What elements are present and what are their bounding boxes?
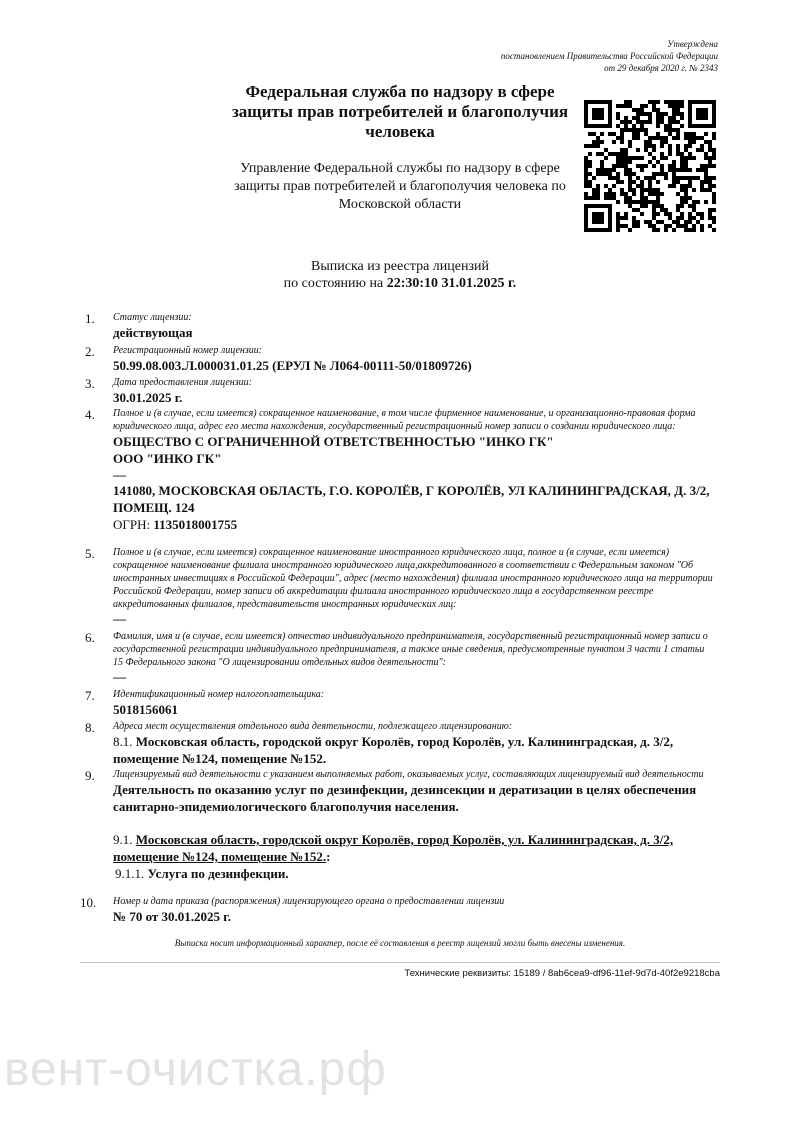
issuing-department: Управление Федеральной службы по надзору в сфере защиты прав потребителей и благополучия человека по Московской области	[234, 161, 566, 212]
order-value: № 70 от 30.01.2025 г.	[113, 909, 231, 924]
item-number: 1.	[85, 311, 95, 326]
item-number: 7.	[85, 688, 95, 703]
item-foreign-entity	[85, 546, 715, 626]
ogrn-label: ОГРН:	[113, 517, 151, 532]
legal-entity-address: 141080, МОСКОВСКАЯ ОБЛАСТЬ, Г.О. КОРОЛЁВ, Г КОРОЛЁВ, УЛ КАЛИНИНГРАДСКАЯ, Д. 3/2, ПОМЕЩ. 124	[113, 483, 710, 515]
technical-details: Технические реквизиты: 15189 / 8ab6cea9-df96-11ef-9d7d-40f2e9218cba	[404, 968, 720, 979]
item-label: Номер и дата приказа (распоряжения) лицензирующего органа о предоставлении лицензии	[113, 896, 505, 907]
item-number: 2.	[85, 344, 95, 359]
item-number: 4.	[85, 407, 95, 422]
sub-item-number: 9.1.	[113, 832, 133, 847]
foreign-entity-value: —	[113, 611, 126, 626]
registration-number-value: 50.99.08.003.Л.000031.01.25 (ЕРУЛ № Л064-00111-50/01809726)	[113, 358, 472, 373]
item-number: 8.	[85, 720, 95, 735]
approval-line-3: от 29 декабря 2020 г. № 2343	[604, 63, 718, 73]
item-label: Дата предоставления лицензии:	[113, 377, 252, 388]
empty-value-dash: —	[113, 467, 126, 482]
footer-divider	[80, 962, 720, 963]
activity-location-value: Московская область, городской округ Королёв, город Королёв, ул. Калининградская, д. 3/2, помещение №124, помещение №152.	[113, 832, 674, 864]
activity-location-1	[113, 831, 715, 865]
item-legal-entity	[85, 407, 715, 533]
activity-address-value: Московская область, городской округ Королёв, город Королёв, ул. Калининградская, д. 3/2, помещение №124, помещение №152.	[113, 734, 674, 766]
extract-date-line	[200, 275, 600, 292]
service-1	[115, 865, 715, 882]
item-number: 10.	[80, 895, 97, 910]
service-value: Услуга по дезинфекции.	[147, 866, 289, 881]
extract-heading	[200, 258, 600, 292]
legal-entity-full-name: ОБЩЕСТВО С ОГРАНИЧЕННОЙ ОТВЕТСТВЕННОСТЬЮ "ИНКО ГК"	[113, 434, 554, 449]
item-number: 3.	[85, 376, 95, 391]
item-number: 6.	[85, 630, 95, 645]
item-license-status	[85, 311, 715, 341]
item-label: Фамилия, имя и (в случае, если имеется) отчество индивидуального предпринимателя, государственный регистрационный номер записи о государственной регистрации индивидуального предпринимателя, а также иные сведения, предусмотренные пунктом 3 части 1 статьи 15 Федерального закона "О лицензировании отдельных видов деятельности":	[113, 631, 708, 668]
item-registration-number	[85, 344, 715, 374]
license-status-value: действующая	[113, 325, 193, 340]
item-label: Идентификационный номер налогоплательщика:	[113, 689, 325, 700]
ogrn-value: 1135018001755	[153, 517, 238, 532]
sub-item-number: 8.1.	[113, 734, 133, 749]
extract-datetime: 22:30:10 31.01.2025 г.	[386, 276, 517, 291]
item-label: Полное и (в случае, если имеется) сокращенное наименование, в том числе фирменное наименование, и организационно-правовая форма юридического лица, адрес его места нахождения, государственный регистрационный номер записи о создании юридического лица:	[113, 408, 696, 432]
watermark: вент-очистка.рф	[4, 1043, 387, 1096]
inn-value: 5018156061	[113, 702, 178, 717]
approval-line-2: постановлением Правительства Российской Федерации	[500, 51, 718, 61]
item-number: 5.	[85, 546, 95, 561]
item-number: 9.	[85, 768, 95, 783]
item-individual-entrepreneur	[85, 630, 715, 684]
licensed-activity-value: Деятельность по оказанию услуг по дезинфекции, дезинсекции и дератизации в целях обеспечения санитарно-эпидемиологического благополучия населения.	[113, 782, 697, 814]
approval-line-1: Утверждена	[667, 39, 718, 49]
item-order	[80, 895, 715, 925]
issue-date-value: 30.01.2025 г.	[113, 390, 183, 405]
disclaimer: Выписка носит информационный характер, после её составления в реестр лицензий могли быть внесены изменения.	[174, 938, 626, 948]
item-label: Адреса мест осуществления отдельного вида деятельности, подлежащего лицензированию:	[113, 721, 513, 732]
extract-date-prefix: по состоянию на	[283, 276, 384, 291]
item-label: Регистрационный номер лицензии:	[113, 345, 263, 356]
item-label: Полное и (в случае, если имеется) сокращенное наименование иностранного юридического лица, полное и (в случае, если имеется) сокращенное наименование филиала иностранного юридического лица,аккредитованного в соответствии с Федеральным законом "Об иностранных инвестициях в Российской Федерации", адрес (место нахождения) филиала иностранного юридического лица на территории Российской Федерации, номер записи об аккредитации филиала иностранного юридического лица в государственном реестре аккредитованных филиалов, представительств иностранных юридических лиц:	[113, 547, 713, 610]
sub-sub-item-number: 9.1.1.	[115, 866, 145, 881]
item-label: Статус лицензии:	[113, 312, 192, 323]
extract-title: Выписка из реестра лицензий	[311, 259, 489, 274]
activity-address-1	[113, 733, 715, 767]
item-label: Лицензируемый вид деятельности с указанием выполняемых работ, оказываемых услуг, составляющих лицензируемый вид деятельности	[113, 769, 704, 780]
item-activity-addresses	[85, 720, 715, 767]
qr-code	[584, 100, 716, 232]
activity-location-suffix: :	[326, 849, 331, 864]
ogrn-line	[113, 516, 715, 533]
item-licensed-activity	[85, 768, 715, 882]
approval-note	[388, 38, 718, 74]
item-issue-date	[85, 376, 715, 406]
legal-entity-short-name: ООО "ИНКО ГК"	[113, 451, 222, 466]
individual-entrepreneur-value: —	[113, 669, 126, 684]
item-inn	[85, 688, 715, 718]
issuing-agency-title: Федеральная служба по надзору в сфере защиты прав потребителей и благополучия человека	[231, 82, 569, 141]
